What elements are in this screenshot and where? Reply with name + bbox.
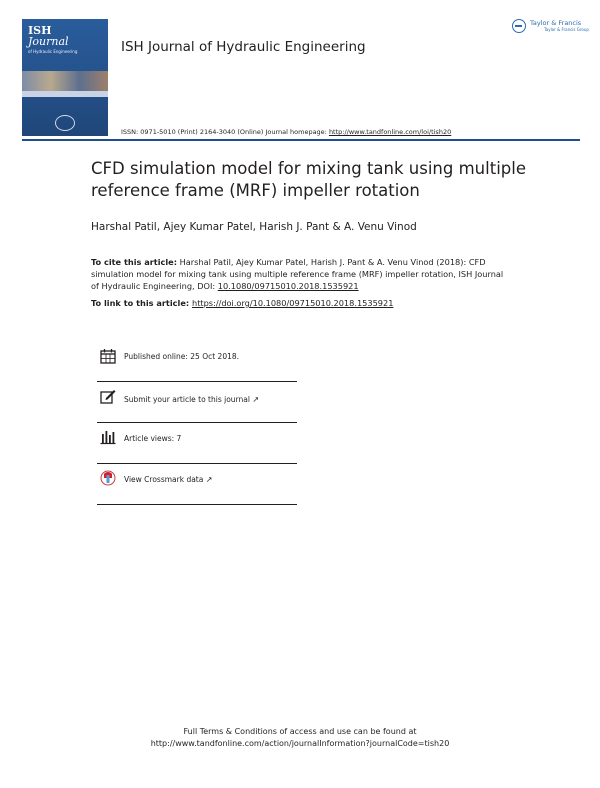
citation-block xyxy=(91,256,511,292)
publisher-logo xyxy=(512,19,589,35)
submit-row[interactable] xyxy=(97,382,297,423)
external-link-icon: ↗ xyxy=(252,395,260,404)
published-row xyxy=(97,341,297,382)
article-link-label: To link to this article: xyxy=(91,298,192,308)
external-link-icon: ↗ xyxy=(205,475,213,484)
journal-cover-image xyxy=(22,19,108,136)
issn-text: ISSN: 0971-5010 (Print) 2164-3040 (Online) Journal homepage: xyxy=(121,128,329,136)
crossmark-link[interactable] xyxy=(124,475,212,484)
bar-chart-icon xyxy=(100,429,116,445)
views-row xyxy=(97,423,297,464)
header-divider xyxy=(22,139,580,141)
submit-article-label: Submit your article to this journal xyxy=(124,395,250,404)
citation-doi-link[interactable]: 10.1080/09715010.2018.1535921 xyxy=(217,281,359,291)
crossmark-row[interactable] xyxy=(97,464,297,505)
cover-photo-strip xyxy=(22,71,108,91)
cover-title-line1: ISH xyxy=(28,24,52,37)
article-views-label: Article views: 7 xyxy=(124,434,182,443)
crossmark-label: View Crossmark data xyxy=(124,475,204,484)
article-link-block xyxy=(91,298,393,308)
published-date-label: Published online: 25 Oct 2018. xyxy=(124,352,240,361)
article-doi-link[interactable]: https://doi.org/10.1080/09715010.2018.1535921 xyxy=(192,298,394,308)
footer-terms-text: Full Terms & Conditions of access and use can be found at xyxy=(183,727,417,736)
cover-title-line2: Journal xyxy=(28,35,69,48)
journal-homepage-link[interactable]: http://www.tandfonline.com/loi/tish20 xyxy=(328,128,452,136)
publisher-logo-icon xyxy=(512,19,526,33)
publisher-logo-subtext: Taylor & Francis Group xyxy=(544,27,589,32)
footer-terms-link[interactable]: http://www.tandfonline.com/action/journalInformation?journalCode=tish20 xyxy=(150,739,450,748)
cover-subtitle: of Hydraulic Engineering xyxy=(28,49,78,54)
edit-icon xyxy=(100,388,116,404)
article-authors: Harshal Patil, Ajey Kumar Patel, Harish J. Pant & A. Venu Vinod xyxy=(91,221,417,233)
citation-text: Harshal Patil, Ajey Kumar Patel, Harish J. Pant & A. Venu Vinod (2018): CFD simulation model for mixing tank using multiple reference frame (MRF) impeller rotation, ISH Journal of Hydraulic Engineering, DOI: xyxy=(91,257,504,291)
calendar-icon xyxy=(100,348,116,364)
issn-line xyxy=(121,128,451,136)
cover-logo-icon xyxy=(55,115,75,131)
footer xyxy=(0,726,600,750)
crossmark-icon xyxy=(100,470,116,486)
journal-title: ISH Journal of Hydraulic Engineering xyxy=(121,39,366,55)
cover-band xyxy=(22,91,108,97)
citation-label: To cite this article: xyxy=(91,257,177,267)
publisher-logo-text: Taylor & Francis xyxy=(530,19,582,27)
article-title: CFD simulation model for mixing tank using multiple reference frame (MRF) impeller rotation xyxy=(91,159,526,200)
submit-article-link[interactable] xyxy=(124,395,259,404)
